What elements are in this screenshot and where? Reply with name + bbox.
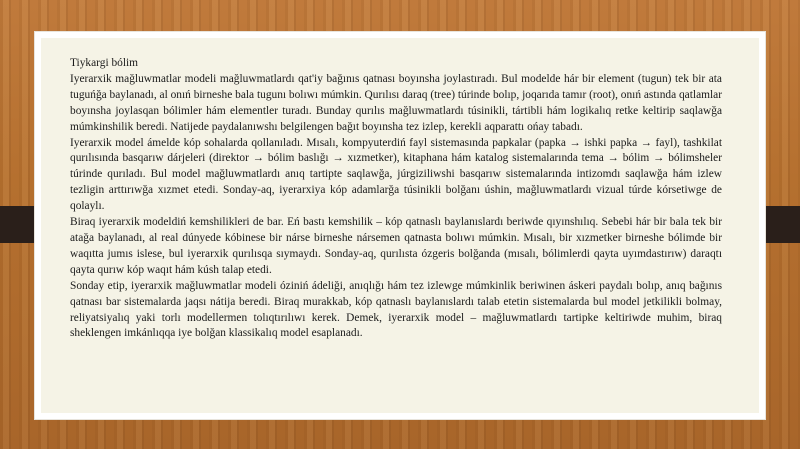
paragraph-1: Iyerarxik mağluwmatlar modeli mağluwmatlardı qat'iy bağınıs qatnası boyınsha joylastıradı. Bul modelde hár bir element (tugun) tek bir ata tuguńğa baylanadı, al onıń birneshe bala tugunı bolıwı múmkin. Qurılısı daraq (tree) túrinde bolıp, joqarıda tamır (root), onıń astında qatlamlar boyınsha joylasqan bólimler hám elementler turadı. Bunday qurılıs mağluwmatlardı túsinikli, tártibli hám logikalıq retke keltirip saqlawğa múmkinshilik beredi. Natijede paydalanıwshı belgilengen bağıt boyınsha tez izlep, kerekli aqparattı ońay tabadı. [70, 72, 722, 133]
slide-content [70, 56, 722, 342]
paragraph-2: Iyerarxik model ámelde kóp sohalarda qollanıladı. Mısalı, kompyuterdiń fayl sistemasında papkalar (papka → ishki papka → fayl), tashkilat qurılısında basqarıw dárjeleri (direktor → bólim baslığı → xızmetker), kitaphana hám katalog sistemalarında tema → bólim → bólimsheler túrinde qurıladı. Bul model mağluwmatlardı anıq tartipte saqlawğa, júrgiziliwshi basqarıw sistemalarında intizomdı saqlawğa hám izlew tezligin arttırıwğa xızmet etedi. Sonday-aq, iyerarxiya kóp adamlarğa túsinikli bolğanı úshin, mağluwmatlardı vizual túrde kórsetiwge de qolaylı. [70, 136, 722, 213]
section-title: Tiykargi bólim [70, 57, 139, 69]
paragraph-4: Sonday etip, iyerarxik mağluwmatlar modeli óziniń ádeliği, anıqlığı hám tez izlewge múmkinlik beriwinen áskeri paydalı bolıp, anıq bağınıs qatnası bar sistemalarda jaqsı nátija beredi. Biraq murakkab, kóp qatnaslı baylanıslardı talab etetin sistemalarda bul model jetkilikli bolmay, reliyatsiyalıq yaki torlı modellermen tolıqtırılıwı kerek. Demek, iyerarxik model – mağluwmatlardı tartipke keltiriwde muhim, biraq sheklengen imkánlıqqa iye bolğan klassikalıq model esaplanadı. [70, 279, 722, 340]
paragraph-3: Biraq iyerarxik modeldiń kemshilikleri de bar. Eń bastı kemshilik – kóp qatnaslı baylanıslardı beriwde qıyınshılıq. Sebebi hár bir bala tek bir atağa baylanadı, al real dúnyede kóbinese bir nárse birneshe nársemen qatnasta bolıwı múmkin. Mısalı, bir xızmetker birneshe bólimde bir waqıtta jumıs islese, bul iyerarxik qurılısqa sıymaydı. Sonday-aq, qurılısta ózgeris bolğanda (mısalı, bólimlerdi qayta uyımdastırıw) daraqtı qayta qurıw kóp waqıt hám kúsh talap etedi. [70, 216, 722, 276]
slide-card [34, 31, 766, 420]
